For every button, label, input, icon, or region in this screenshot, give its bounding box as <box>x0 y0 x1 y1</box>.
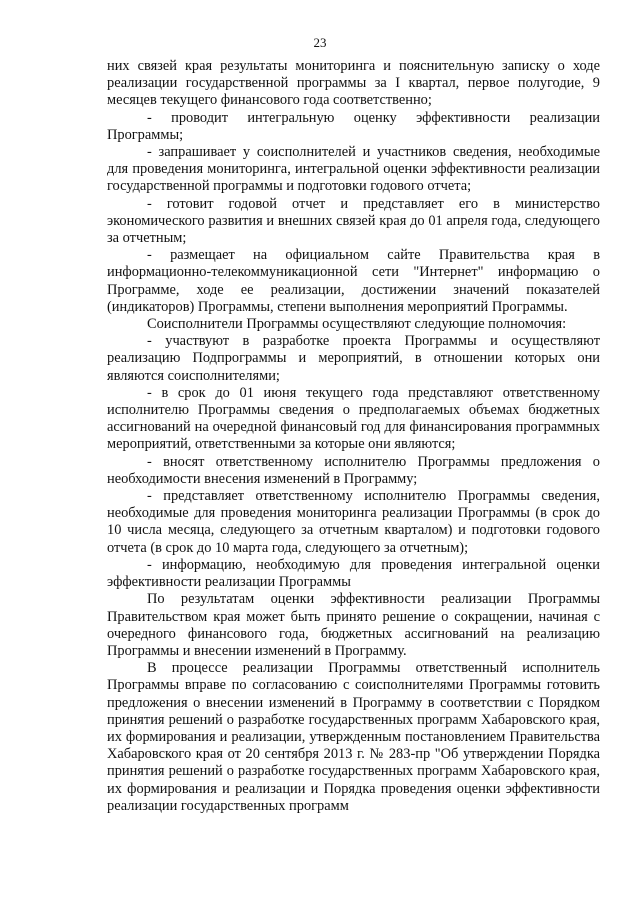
paragraph-budget-info: - в срок до 01 июня текущего года представляют ответственному исполнителю Программы сведения о предполагаемых объемах бюджетных ассигнований на очередной финансовый год для финансирования программных мероприятий, ответственными за которые они являются; <box>107 384 600 453</box>
paragraph-monitoring-info: - представляет ответственному исполнителю Программы сведения, необходимые для проведения мониторинга реализации Программы (в срок до 10 числа месяца, следующего за отчетным кварталом) и подготовки годового отчета (в срок до 10 марта года, следующего за отчетным); <box>107 488 600 556</box>
paragraph-requests-info: - запрашивает у соисполнителей и участников сведения, необходимые для проведения мониторинга, интегральной оценки эффективности реализации государственной программы и подготовки годового отчета; <box>107 144 600 195</box>
paragraph-annual-report: - готовит годовой отчет и представляет его в министерство экономического развития и внешних связей края до 01 апреля года, следующего за отчетным; <box>107 195 600 247</box>
page-number: 23 <box>313 35 327 50</box>
paragraph-assessment-results: По результатам оценки эффективности реализации Программы Правительством края может быть принято решение о сокращении, начиная с очередного финансового года, бюджетных ассигнований на реализацию Программы и внесении изменений в Программу. <box>107 591 600 659</box>
paragraph-website-publication: - размещает на официальном сайте Правительства края в информационно-телекоммуникационной сети "Интернет" информацию о Программе, ходе ее реализации, достижении значений показателей (индикаторов) Программы, степени выполнения мероприятий Программы. <box>107 247 600 315</box>
paragraph-change-proposals: - вносят ответственному исполнителю Программы предложения о необходимости внесения изменений в Программу; <box>107 453 600 487</box>
paragraph-integral-info: - информацию, необходимую для проведения интегральной оценки эффективности реализации Программы <box>107 556 600 591</box>
paragraph-integral-assessment: - проводит интегральную оценку эффективности реализации Программы; <box>107 109 600 143</box>
document-body <box>107 58 600 815</box>
paragraph-participate-development: - участвуют в разработке проекта Программы и осуществляют реализацию Подпрограммы и мероприятий, в отношении которых они являются соисполнителями; <box>107 333 600 384</box>
paragraph-continuation: них связей края результаты мониторинга и пояснительную записку о ходе реализации государственной программы за I квартал, первое полугодие, 9 месяцев текущего финансового года соответственно; <box>107 58 600 109</box>
paragraph-coexecutors-heading: Соисполнители Программы осуществляют следующие полномочия: <box>147 316 567 333</box>
paragraph-implementation-process: В процессе реализации Программы ответственный исполнитель Программы вправе по согласованию с соисполнителями Программы готовить предложения о внесении изменений в Программу в соответствии с Порядком принятия решений о разработке государственных программ Хабаровского края, их формирования и реализации, утвержденным постановлением Правительства Хабаровского края от 20 сентября 2013 г. № 283-пр "Об утверждении Порядка принятия решений о разработке государственных программ Хабаровского края, их формирования и реализации и Порядка проведения оценки эффективности реализации государственных программ <box>107 660 600 814</box>
